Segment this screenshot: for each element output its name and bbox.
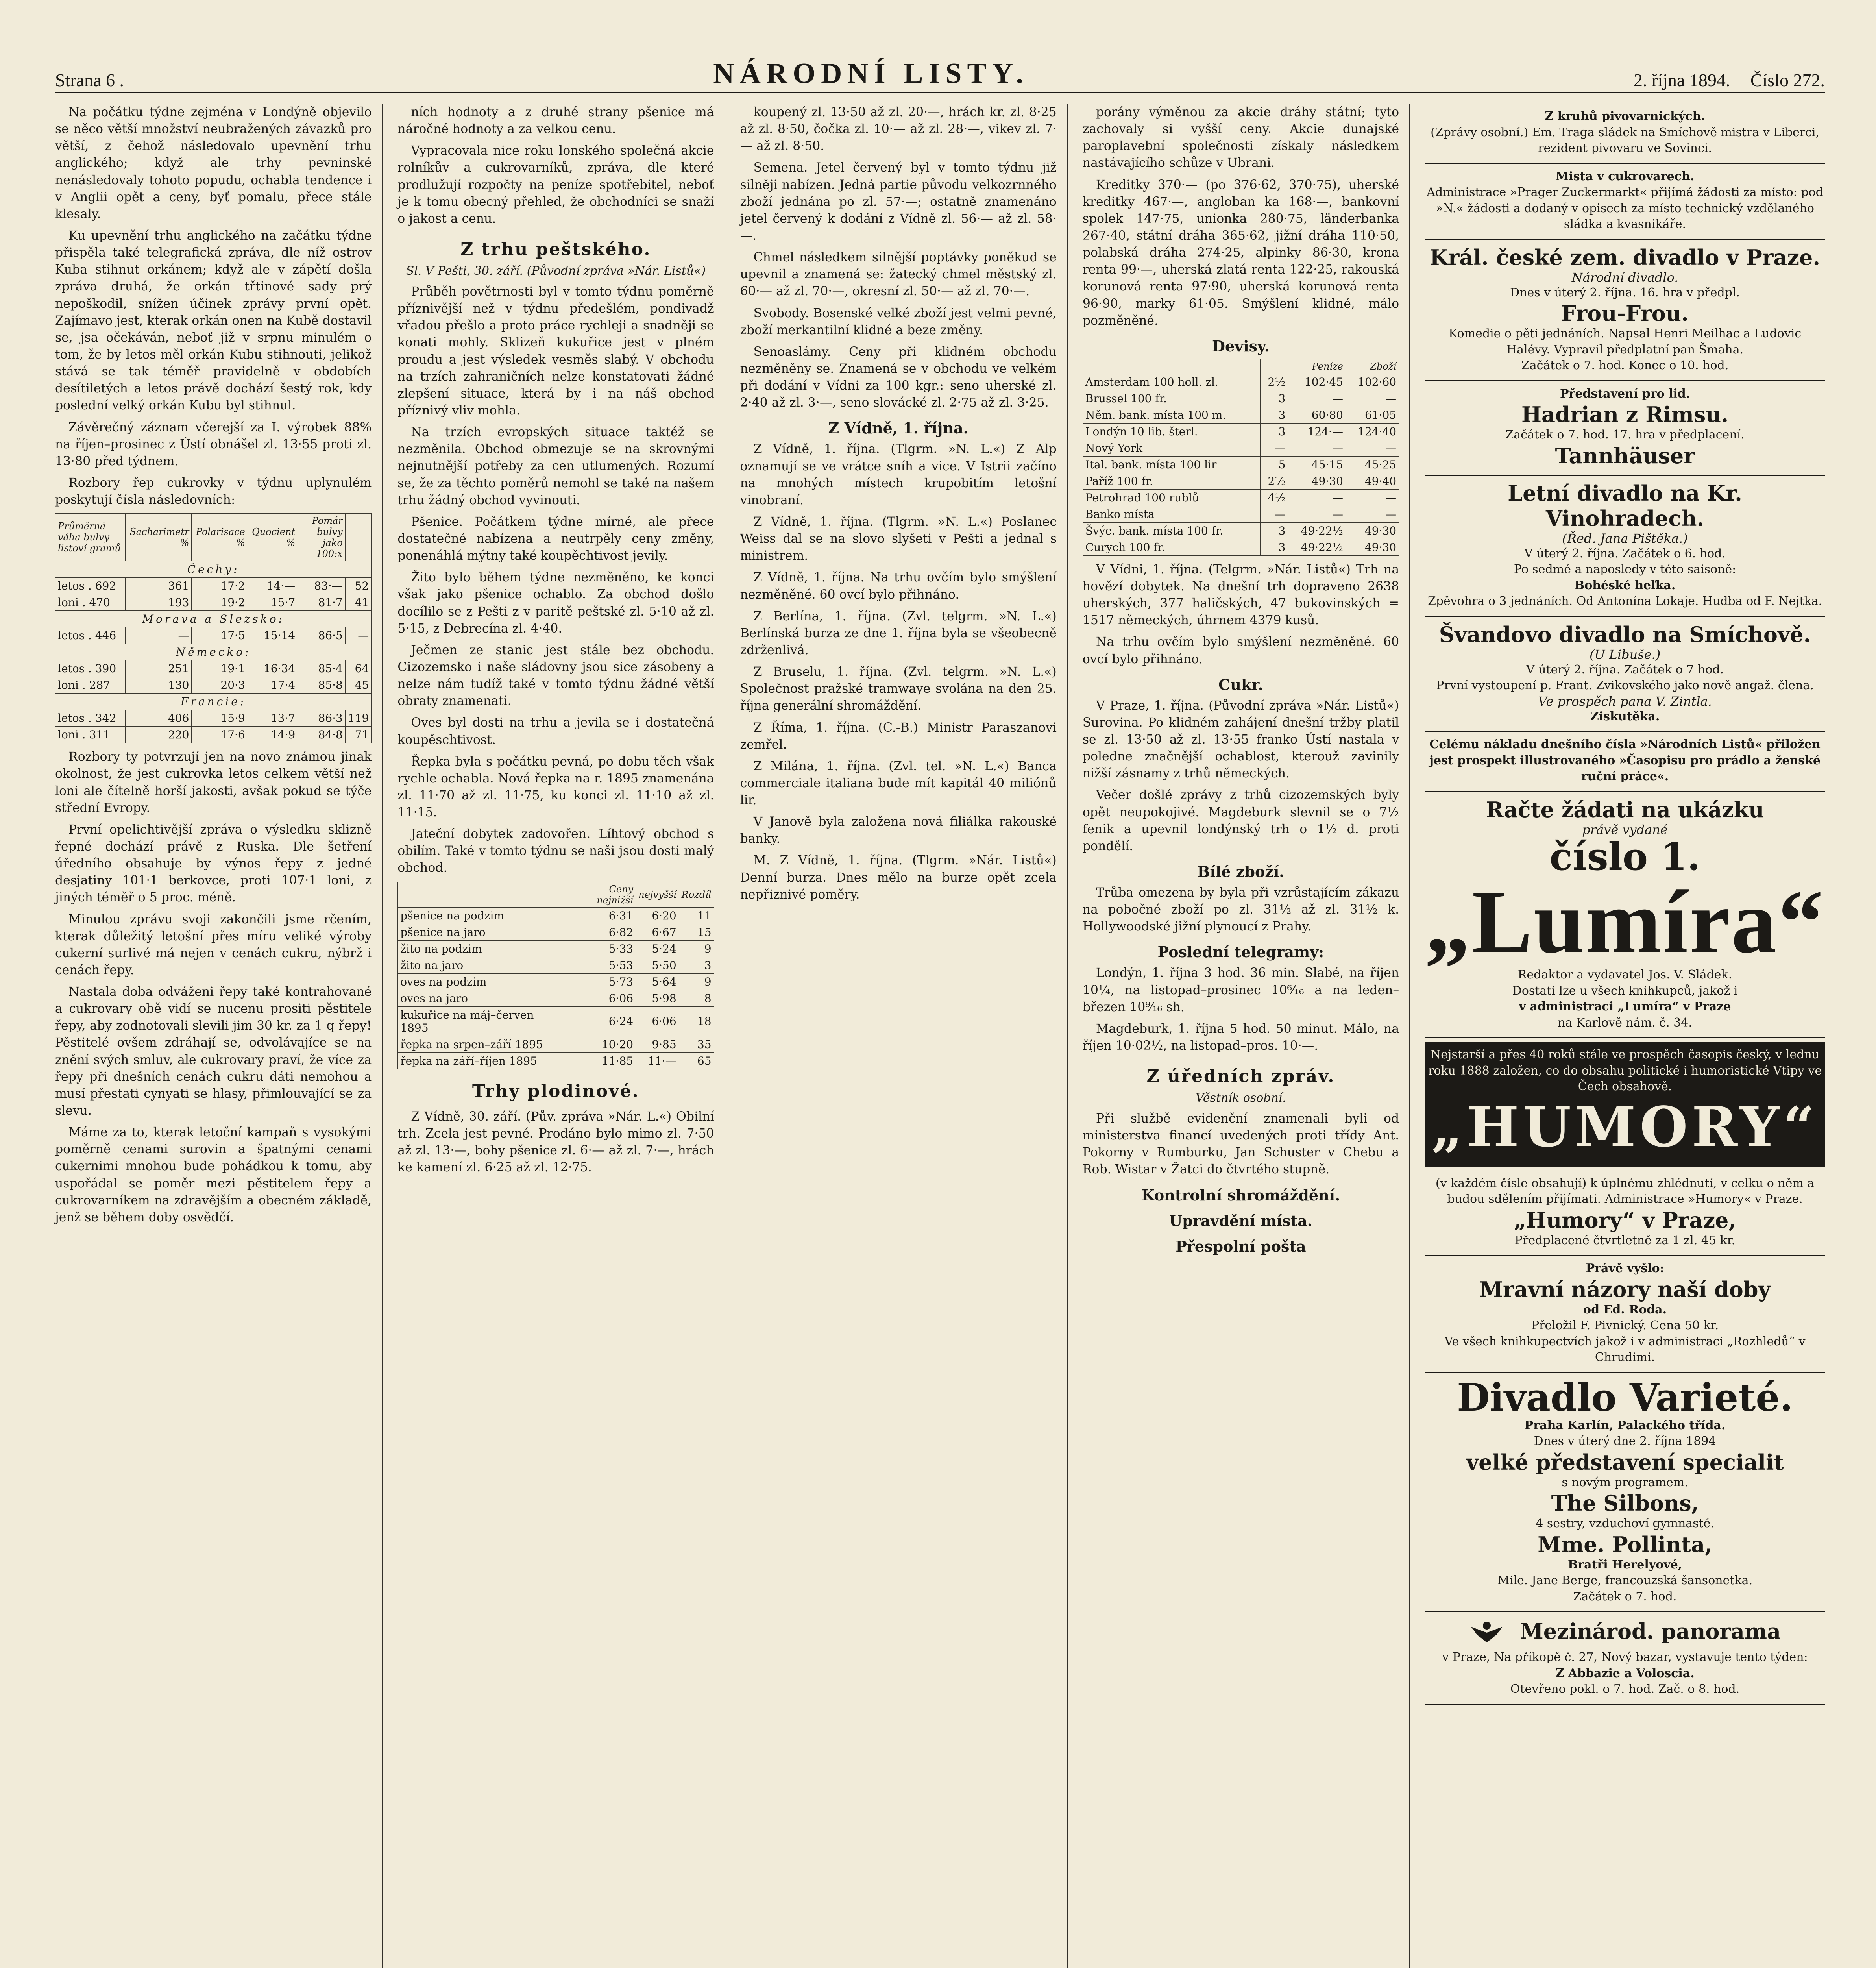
article-paragraph: Magdeburk, 1. října 5 hod. 50 minut. Málo, na říjen 10·02½, na listopad–pros. 10·—.	[1082, 1021, 1399, 1053]
article-paragraph: porány výměnou za akcie dráhy státní; tyto zachovaly si vyšší ceny. Akcie dunajské paroplavební společnosti získaly následkem nastávajícího schůze v Ubrani.	[1082, 105, 1399, 170]
col-header: Quocient %	[248, 514, 298, 561]
masthead	[55, 43, 1825, 93]
column-2	[397, 104, 725, 1968]
article-paragraph: Londýn, 1. října 3 hod. 36 min. Slabé, na říjen 10¼, na listopad–prosinec 10⁶⁄₁₆ a na leden–březen 10⁹⁄₁₆ sh.	[1082, 966, 1399, 1014]
article-paragraph: Oves byl dosti na trhu a jevila se i dostatečná koupěschtivost.	[397, 716, 714, 747]
table-row: pšenice na jaro 6·82 6·67 15	[398, 924, 714, 940]
table-row: Banko místa — — —	[1083, 506, 1399, 522]
section-heading: Trhy plodinové.	[472, 1081, 640, 1101]
article-paragraph: Z Milána, 1. října. (Zvl. tel. »N. L.«) Banca commerciale italiana bude mít kapitál 40 miliónů lir.	[740, 759, 1057, 808]
table-row: Švýc. bank. místa 100 fr. 3 49·22½ 49·30	[1083, 522, 1399, 539]
section-heading: Z trhu peštského.	[460, 239, 651, 259]
columns	[55, 104, 1825, 1968]
article-paragraph: Z Vídně, 1. října. (Tlgrm. »N. L.«) Z Alp oznamují se ve vrátce sníh a vice. V Istrii začíno na mnohých místech krupobitím letošní vinobraní.	[740, 442, 1057, 507]
article-paragraph: Pšenice. Počátkem týdne mírné, ale přece dostatečné nabízena a neutrpěly ceny změny, ponenáhlá mýtny také koupěchtivost jevily.	[397, 514, 714, 563]
article-paragraph: Večer došlé zprávy z trhů cizozemských byly opět neupokojivé. Magdeburk slevnil se o 7½ fenik a upevnil londýnský trh o 1½ d. proti pondělí.	[1082, 788, 1399, 853]
article-paragraph: Jateční dobytek zadovořen. Líhtový obchod s obilím. Také v tomto týdnu se naši jsou dosti malý obchod.	[397, 827, 714, 875]
ad-humory: Nejstarší a přes 40 roků stále ve prospěch časopis český, v lednu roku 1888 založen, co do obsahu politické i humoristické Vtipy ve Čech obsahově. „HUMORY“	[1425, 1042, 1825, 1167]
notice-sugar-jobs: Mista v cukrovarech. Administrace »Prager Zuckermarkt« přijímá žádosti za místo: pod »N.« žádosti a dodaný v opisech za místo technický vzdělaného sládka a kvasnikáře.	[1425, 164, 1825, 240]
article-paragraph: Minulou zprávu svoji zakončili jsme rčením, kterak důležitý letošní přes míru veliké výroby cukerní surlivé má nejen v cenách cukru, nýbrž i cenách řepy.	[55, 912, 372, 977]
country-label: Morava a Slezsko:	[55, 611, 372, 627]
table-row: Brussel 100 fr. 3 — —	[1083, 390, 1399, 407]
ad-humory-info: (v každém čísle obsahují) k úplnému zhlédnutí, v celku o něm a budou sdělením přijímati. Administrace »Humory« v Praze. „Humory“ v Praze, Předplacené čtvrtletně za 1 zl. 45 kr.	[1425, 1171, 1825, 1256]
article-paragraph: Z Bruselu, 1. října. (Zvl. telgrm. »N. L.«) Společnost pražské tramwaye svolána na den 25. října generální shromáždění.	[740, 665, 1057, 713]
table-row: řepka na září–říjen 1895 11·85 11·— 65	[398, 1052, 714, 1069]
article-paragraph: ních hodnoty a z druhé strany pšenice má náročné hodnoty a za velkou cenu.	[397, 105, 714, 137]
section-subheading: Věstník osobní.	[1196, 1091, 1286, 1105]
table-row: loni . 311 220 17·6 14·9 84·8 71	[55, 727, 372, 743]
ad-variete: Divadlo Varieté. Praha Karlín, Palackého třída. Dnes v úterý dne 2. října 1894 velké představení specialit s novým programem. The Silbons, 4 sestry, vzduchoví gymnasté. Mme. Pollinta, Bratři Herelyové, Mile. Jane Berge, francouzská šansonetka. Začátek o 7. hod.	[1425, 1373, 1825, 1612]
article-paragraph: Na trhu ovčím bylo smýšlení nezměněné. 60 ovcí bylo přihnáno.	[1082, 635, 1399, 666]
ad-vinohrady-theatre: Letní divadlo na Kr. Vinohradech. (Řed. Jana Pištěka.) V úterý 2. října. Začátek o 6. hod. Po sedmé a naposledy v této saisoně: Bohéské heľka. Zpěvohra o 3 jednáních. Od Antonína Lokaje. Hudba od F. Nejtka.	[1425, 476, 1825, 617]
section-heading: Z Vídně, 1. října.	[828, 419, 968, 437]
table-row: letos . 342 406 15·9 13·7 86·3 119	[55, 710, 372, 727]
notice-supplement: Celému nákladu dnešního čísla »Národních Listů« přiložen jest prospekt illustrovaného »Časopisu pro prádlo a ženské ruční práce«.	[1425, 732, 1825, 792]
table-row: žito na podzim 5·33 5·24 9	[398, 940, 714, 957]
country-label: Německo:	[55, 644, 372, 660]
article-paragraph: Na počátku týdne zejména v Londýně objevilo se něco větší množství neubražených závazků pro větší, z čehož následovalo upevnění trhu anglického; když ale trhy pevninské nenásledovaly tohoto popudu, ochabla tendence i v Anglii opět a ceny, byť pomalu, přece stále klesaly.	[55, 105, 372, 221]
article-paragraph: Trůba omezena by byla při vzrůstajícím zákazu na pobočné zboží po zl. 31½ až zl. 31½ k. Hollywoodské jižní plynoucí z Prahy.	[1082, 885, 1399, 934]
article-paragraph: Máme za to, kterak letoční kampaň s vysokými poměrně cenami surovin a špatnými cenami cukernimi mnohou bude pohádkou k tomu, aby uspořádal se poměr mezi pěstitelem řepy a cukrovarníkem na zdravějším a obecném základě, jenž se během doby osvědčí.	[55, 1125, 372, 1224]
table-row: Paříž 100 fr. 2½ 49·30 49·40	[1083, 473, 1399, 489]
article-paragraph: Z Berlína, 1. října. (Zvl. telgrm. »N. L.«) Berlínská burza ze dne 1. října byla se všeobecně zdrženlivá.	[740, 609, 1057, 657]
table-row: Petrohrad 100 rublů 4½ — —	[1083, 489, 1399, 506]
col-header: Polarisace %	[192, 514, 248, 561]
table-row: oves na jaro 6·06 5·98 8	[398, 990, 714, 1006]
devisy-table: Peníze Zboží Amsterdam 100 holl. zl. 2½ 102·45 102·60 Brussel 100 fr. 3 — — Něm. bank. místa 100 m. 3 60·80 61·05 Londýn 10 lib. šterl. 3 124·— 124·40 Nový York — — — Ital. bank. místa 100 lir 5 45·15 45·25 Paříž 100 fr. 2½ 49·30 49·40 Petrohrad 100 rublů 4½ — — Banko místa — — — Švýc. bank. místa 100 fr. 3 49·22½ 49·30 Curych 100 fr. 3 49·22½ 49·30	[1083, 359, 1399, 556]
table-row: řepka na srpen–září 1895 10·20 9·85 35	[398, 1036, 714, 1052]
ad-lumir: Račte žádati na ukázku právě vydané číslo 1. „Lumíra“ Redaktor a vydavatel Jos. V. Sládek. Dostati lze u všech knihkupců, jakož i v administraci „Lumíra“ v Praze na Karlově nám. č. 34.	[1425, 792, 1825, 1039]
column-5-ads	[1425, 104, 1825, 1968]
table-row: Něm. bank. místa 100 m. 3 60·80 61·05	[1083, 407, 1399, 423]
notice-brewers: Z kruhů pivovarnických. (Zprávy osobní.) Em. Traga sládek na Smíchově mistra v Liberci, rezident pivovaru ve Sovinci.	[1425, 104, 1825, 164]
article-paragraph: V Vídni, 1. října. (Telgrm. »Nár. Listů«) Trh na hovězí dobytek. Na dnešní trh dopraveno 2638 uherských, 377 haličských, 47 bukovinských = 1517 německých, úhrnem 4379 kusů.	[1082, 562, 1399, 628]
table-row: Ital. bank. místa 100 lir 5 45·15 45·25	[1083, 456, 1399, 473]
ad-national-theatre: Král. české zem. divadlo v Praze. Národní divadlo. Dnes v úterý 2. října. 16. hra v předpl. Frou-Frou. Komedie o pěti jednáních. Napsal Henri Meilhac a Ludovic Halévy. Vypravil předplatní pan Šmaha. Začátek o 7. hod. Konec o 10. hod.	[1425, 240, 1825, 381]
ad-panorama: Mezinárod. panorama v Praze, Na příkopě č. 27, Nový bazar, vystavuje tento týden: Z Abbazie a Voloscia. Otevřeno pokl. o 7. hod. Zač. o 8. hod.	[1425, 1612, 1825, 1705]
article-paragraph: Senoaslámy. Ceny při klidném obchodu nezměněny se. Znamená se v obchodu ve velkém při dodání v Vídni za 100 kgr.: seno uherské zl. 2·40 až zl. 3·—, seno slovácké zl. 2·75 až zl. 3·25.	[740, 344, 1057, 410]
article-paragraph: Rozbory ty potvrzují jen na novo známou jinak okolnost, že jest cukrovka letos celkem větší než loni ale čítelně horší jakosti, avšak pokud se týče střední Evropy.	[55, 750, 372, 815]
table-row: letos . 390 251 19·1 16·34 85·4 64	[55, 660, 372, 677]
article-paragraph: Vypracovala nice roku lonského společná akcie rolníkův a cukrovarníků, zpráva, dle které prodlužují rozpočty na peníze spotřebitel, neboť je k tomu obecný přehled, že obchodníci se snaží o jakost a cenu.	[397, 144, 714, 226]
article-paragraph: Kreditky 370·— (po 376·62, 370·75), uherské kreditky 467·—, angloban ka 168·—, bankovní spolek 147·75, unionka 280·75, länderbanka 267·40, státní dráha 365·62, jižní dráha 110·50, polabská dráha 274·25, alpinky 86·30, krona renta 99·—, uherská zlatá renta 122·25, rakouská korunová renta 97·90, uherská korunová renta 96·90, marky 61·05. Smýšlení klidné, málo pozměněné.	[1082, 178, 1399, 328]
section-heading: Bílé zboží.	[1197, 862, 1285, 880]
table-row: oves na podzim 5·73 5·64 9	[398, 973, 714, 990]
table-row: pšenice na podzim 6·31 6·20 11	[398, 907, 714, 924]
article-paragraph: V Janově byla založena nová filiálka rakouské banky.	[740, 815, 1057, 846]
article-paragraph: V Praze, 1. října. (Původní zpráva »Nár. Listů«) Surovina. Po klidném zahájení dnešní tržby platil se zl. 13·50 až zl. 13·55 franko Ústí nastala v poledne značnější ochablost, kterouž zavinily nižší zásnamy z trhů německých.	[1082, 698, 1399, 781]
section-subheading: Přespolní pošta	[1176, 1237, 1306, 1255]
lumir-logo-text: „Lumíra“	[1425, 871, 1825, 972]
ad-book: Právě vyšlo: Mravní názory naší doby od Ed. Roda. Přeložil F. Pivnický. Cena 50 kr. Ve všech knihkupectvích jakož i v administraci „Rozhledů“ v Chrudimi.	[1425, 1256, 1825, 1373]
article-paragraph: koupený zl. 13·50 až zl. 20·—, hrách kr. zl. 8·25 až zl. 8·50, čočka zl. 10·— až zl. 28·—, vikev zl. 7·— až zl. 8·50.	[740, 105, 1057, 154]
country-label: Čechy:	[55, 561, 372, 578]
article-paragraph: Ku upevnění trhu anglického na začátku týdne přispěla také telegrafická zpráva, dle níž ostrov Kuba stihnut orkánem; když ale v zápětí došla zpráva druhá, že orkán třtinové sady prý nepoškodil, snížen účinek zprávy první opět. Zajímavo jest, kterak orkán onen na Kubě dostavil se, jsa očekáván, neboť již v srpnu minulém o tom, že by letos měl orkán Kubu stihnouti, jelikož stává se tak téměř pravidelně v obdobích desítiletých a letos právě dochází šestý rok, kdy poslední velký orkán Kubu byl stihnul.	[55, 228, 372, 413]
page-number: Strana 6 .	[55, 70, 124, 90]
issue-number: Číslo 272.	[1750, 70, 1825, 90]
ad-people-performance: Představení pro lid. Hadrian z Rimsu. Začátek o 7. hod. 17. hra v předplacení. Tannhäuser	[1425, 381, 1825, 476]
issue-info	[1618, 70, 1825, 91]
article-paragraph: Závěrečný záznam včerejší za I. výrobek 88% na říjen–prosinec z Ústí obnášel zl. 13·55 proti zl. 13·80 před týdnem.	[55, 420, 372, 468]
table-row: kukuřice na máj–červen 1895 6·24 6·06 18	[398, 1006, 714, 1036]
section-heading: Poslední telegramy:	[1157, 943, 1324, 961]
article-paragraph: První opelichtivější zpráva o výsledku sklizně řepné dochází právě z Ruska. Dle šetření úředního obsahuje by výnos řepy z jedné desjatiny 101·1 berkovce, proti 107·1 loni, z jiných téměř o 5 proc. méně.	[55, 822, 372, 905]
article-paragraph: Nastala doba odváženi řepy také kontrahované a cukrovary obě vidí se nucenu prositi pěstitele řepy, aby zodnotovali slevili jim 30 kr. za 1 q řepy! Pěstitelé ovšem zdráhají se, odvolávajíce se na znění svých smluv, ale cukrovary praví, že více za řepy při dnešních cenách cukru dáti nemohou a musí přestati cynyati se hlasy, přimlouvající se za slevu.	[55, 985, 372, 1118]
column-3	[740, 104, 1068, 1968]
table-row: Nový York — — —	[1083, 440, 1399, 456]
article-paragraph: Semena. Jetel červený byl v tomto týdnu již silněji nabízen. Jedná partie původu velkozrnného zboží jednána po zl. 57·—; ostatně znamenáno jetel červený k dodání z Vídně zl. 56·— až zl. 58·—.	[740, 161, 1057, 243]
col-header: Sacharimetr %	[125, 514, 192, 561]
column-1	[55, 104, 383, 1968]
prices-table: Ceny nejnižší nejvyšší Rozdíl pšenice na podzim 6·31 6·20 11 pšenice na jaro 6·82 6·67 15 žito na podzim 5·33 5·24 9 žito na jaro 5·53 5·50 3 oves na podzim 5·73 5·64 9 oves na jaro 6·06 5·98 8 kukuřice na máj–červen 1895 6·24 6·06 18 řepka na srpen–září 1895 10·20 9·85 35 řepka na září–říjen 1895 11·85 11·— 65	[397, 882, 714, 1069]
section-subheading: Kontrolní shromáždění.	[1141, 1186, 1340, 1204]
newspaper-title: NÁRODNÍ LISTY.	[713, 57, 1029, 90]
article-paragraph: Ječmen ze stanic jest stále bez obchodu. Cizozemsko i naše sládovny jsou sice zásobeny a nelze nám tudíž také v tomto týdnu žádné větší obraty znamenati.	[397, 643, 714, 708]
article-paragraph: Z Říma, 1. října. (C.-B.) Ministr Paraszanovi zemřel.	[740, 720, 1057, 752]
column-4	[1083, 104, 1410, 1968]
table-row: Londýn 10 lib. šterl. 3 124·— 124·40	[1083, 423, 1399, 440]
table-row: žito na jaro 5·53 5·50 3	[398, 957, 714, 973]
article-paragraph: M. Z Vídně, 1. října. (Tlgrm. »Nár. Listů«) Denní burza. Dnes mělo na burze opět zcela nepřiznivé poměry.	[740, 853, 1057, 902]
section-dateline: Sl. V Pešti, 30. září. (Původní zpráva »Nár. Listů«)	[406, 264, 706, 278]
col-header: Pomár bulvy jako 100:x	[298, 514, 346, 561]
article-paragraph: Z Vídně, 1. října. (Tlgrm. »N. L.«) Poslanec Weiss dal se na slovo slyšeti v Pešti a jednal s ministrem.	[740, 514, 1057, 563]
ad-svanda-theatre: Švandovo divadlo na Smíchově. (U Libuše.) V úterý 2. října. Začátek o 7 hod. První vystoupení p. Frant. Zvikovského jako nově angaž. člena. Ve prospěch pana V. Zintla. Ziskutěka.	[1425, 617, 1825, 732]
article-paragraph: Na trzích evropských situace taktéž se nezměnila. Obchod obmezuje se na skrovnými nejnutnější potřeby za cen utlumených. Rozumí se, že za těchto poměrů nemohl se také na našem trhu žádný obchod vyvinouti.	[397, 425, 714, 507]
article-paragraph: Průběh povětrnosti byl v tomto týdnu poměrně příznivější než v týdnu předešlém, pondivadž vřadou přešlo a proto práce rychleji a snadněji se konati mohly. Sklizeň kukuřice jest v plném proudu a jest výsledek vesměs slabý. V obchodu na trzích zahraničních nelze konstatovati žádné zlepšení situace, která by i na náš obchod příznivý vliv mohla.	[397, 284, 714, 418]
table-row: loni . 470 193 19·2 15·7 81·7 41	[55, 594, 372, 611]
table-row: loni . 287 130 20·3 17·4 85·8 45	[55, 677, 372, 694]
article-paragraph: Svobody. Bosenské velké zboží jest velmi pevné, zboží merkantilní klidné a beze změny.	[740, 306, 1057, 337]
table-row: letos . 446 — 17·5 15·14 86·5 —	[55, 627, 372, 644]
section-subheading: Upravdění místa.	[1169, 1212, 1312, 1230]
col-header: Průměrná váha bulvy listoví gramů	[55, 514, 126, 561]
article-paragraph: Z Vídně, 1. října. Na trhu ovčím bylo smýšlení nezměněné. 60 ovcí bylo přihnáno.	[740, 570, 1057, 602]
issue-date: 2. října 1894.	[1634, 70, 1730, 90]
table-row: Curych 100 fr. 3 49·22½ 49·30	[1083, 539, 1399, 555]
article-paragraph: Řepka byla s počátku pevná, po dobu těch však rychle ochabla. Nová řepka na r. 1895 znamenána zl. 11·70 až zl. 11·75, ku konci zl. 11·10 až zl. 11·15.	[397, 754, 714, 820]
article-paragraph: Chmel následkem silnější poptávky poněkud se upevnil a znamená se: žatecký chmel městský zl. 60·— až zl. 70·—, okresní zl. 50·— až zl. 70·—.	[740, 250, 1057, 299]
table-row: letos . 692 361 17·2 14·— 83·— 52	[55, 578, 372, 594]
section-heading: Z úředních zpráv.	[1146, 1066, 1335, 1087]
section-heading: Cukr.	[1218, 675, 1263, 694]
article-paragraph: Žito bylo během týdne nezměněno, ke konci však jako pšenice ochablo. Za obchod došlo docílilo se z Pešti z v paritě peštské zl. 5·10 až zl. 5·15, z Debrecína zl. 4·40.	[397, 570, 714, 636]
article-paragraph: Rozbory řep cukrovky v týdnu uplynulém poskytují čísla následovních:	[55, 475, 372, 507]
section-heading: Devisy.	[1212, 337, 1270, 355]
country-label: Francie:	[55, 694, 372, 710]
table-row: Amsterdam 100 holl. zl. 2½ 102·45 102·60	[1083, 374, 1399, 390]
article-paragraph: Z Vídně, 30. září. (Pův. zpráva »Nár. L.«) Obilní trh. Zcela jest pevné. Prodáno bylo mimo zl. 7·50 až zl. 13·—, bohy pšenice zl. 6·— až zl. 7·—, hrách ke kamení zl. 6·25 až zl. 12·75.	[397, 1109, 714, 1175]
beet-analysis-table	[55, 513, 372, 743]
article-paragraph: Při službě evidenční znamenali byli od ministerstva financí uvedených proti třídy Ant. Pokorny v Rumburku, Jan Schuster v Chebu a Rob. Wistar v Žatci do čtvrtého stupně.	[1082, 1112, 1399, 1177]
eagle-icon	[1469, 1617, 1504, 1650]
